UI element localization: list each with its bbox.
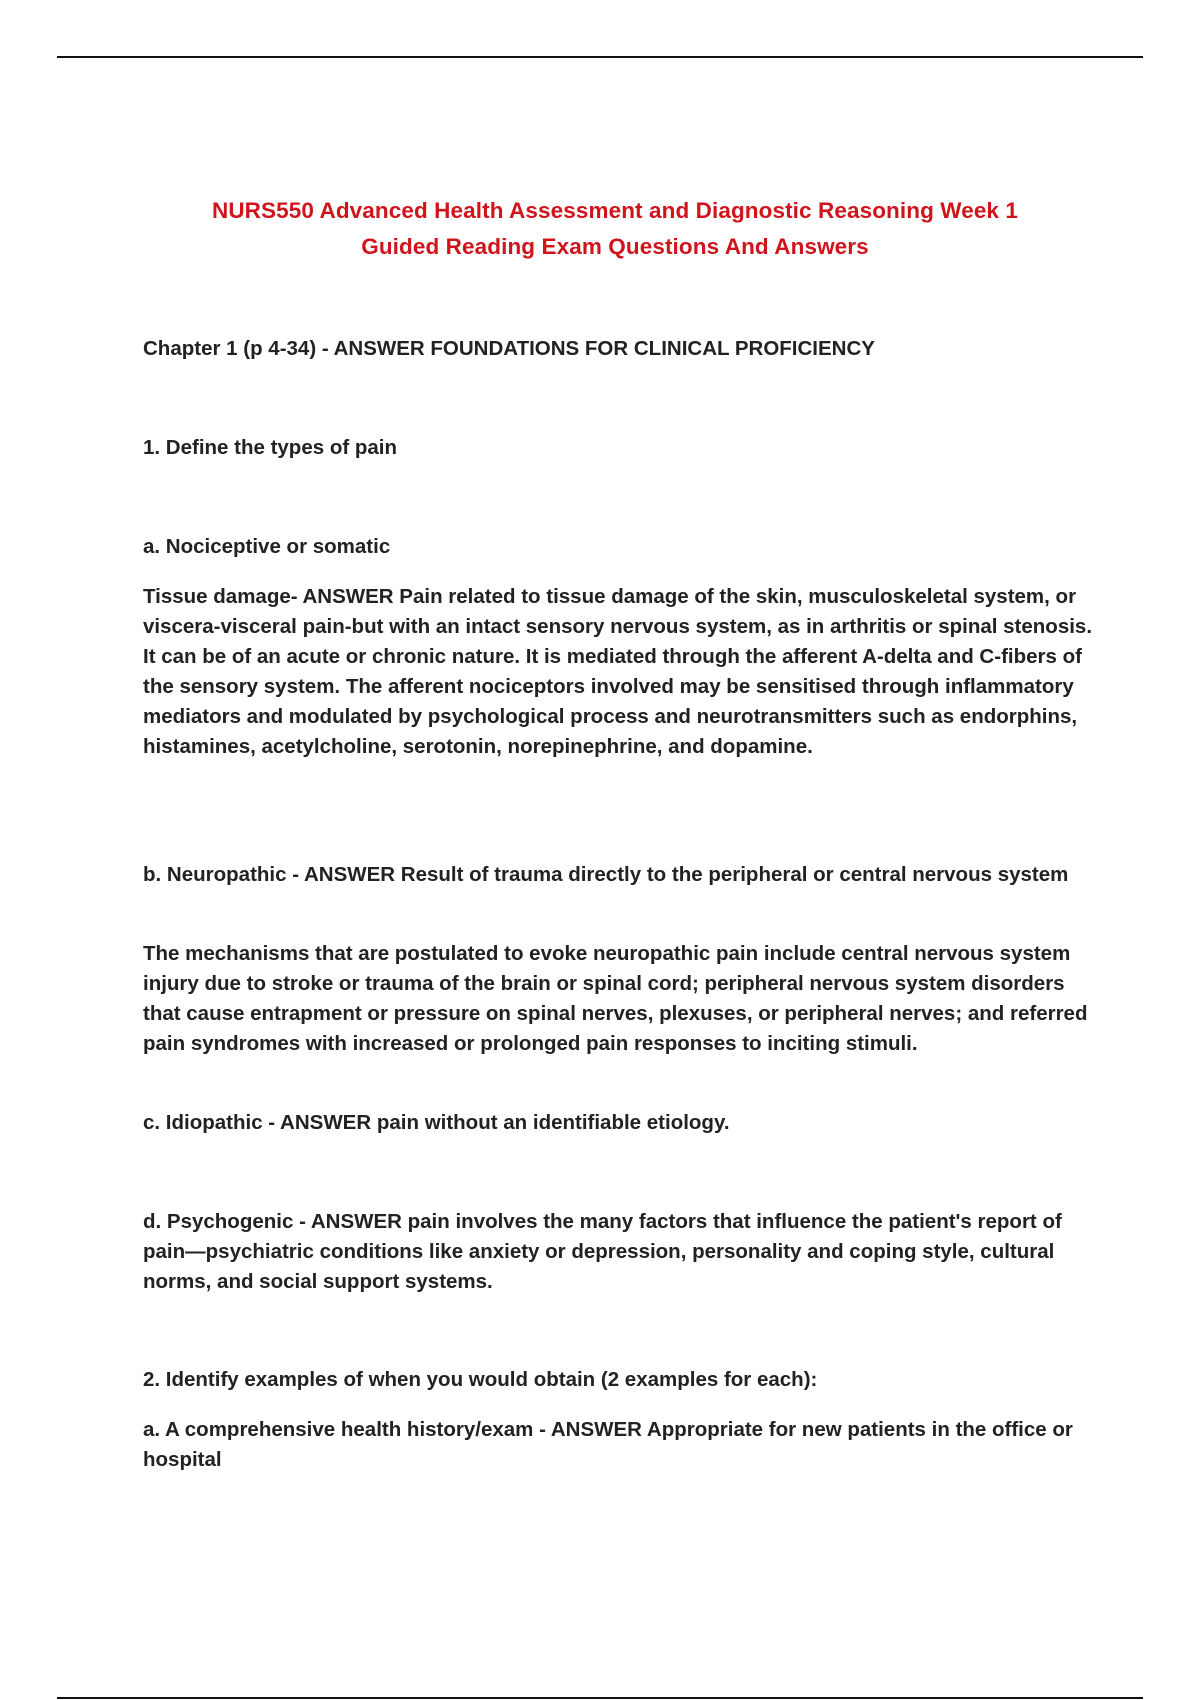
q1-a-answer: Tissue damage- ANSWER Pain related to tissue damage of the skin, musculoskeletal system, or viscera-visceral pain-but with an intact sensory nervous system, as in arthritis or spinal stenosis. It can be of an acute or chronic nature. It is mediated through the afferent A-delta and C-fibers of the sensory system. The afferent nociceptors involved may be sensitised through inflammatory mediators and modulated by psychological process and neurotransmitters such as endorphins, histamines, acetylcholine, serotonin, norepinephrine, and dopamine. [143, 585, 1093, 758]
title-line-1: NURS550 Advanced Health Assessment and Diagnostic Reasoning Week 1 [211, 198, 1019, 223]
question-1: 1. Define the types of pain [143, 436, 398, 459]
question-2: 2. Identify examples of when you would obtain (2 examples for each): [143, 1368, 818, 1391]
q1-d-answer: d. Psychogenic - ANSWER pain involves the many factors that influence the patient's report of pain—psychiatric conditions like anxiety or depression, personality and coping style, cultural norms, and social support systems. [143, 1210, 1062, 1293]
chapter-heading: Chapter 1 (p 4-34) - ANSWER FOUNDATIONS FOR CLINICAL PROFICIENCY [143, 337, 875, 360]
top-rule [57, 56, 1143, 58]
bottom-rule [57, 1697, 1143, 1699]
q1-a-label: a. Nociceptive or somatic [143, 535, 391, 558]
q1-b-detail: The mechanisms that are postulated to evoke neuropathic pain include central nervous system injury due to stroke or trauma of the brain or spinal cord; peripheral nervous system disorders that cause entrapment or pressure on spinal nerves, plexuses, or peripheral nerves; and referred pain syndromes with increased or prolonged pain responses to inciting stimuli. [143, 942, 1088, 1055]
q1-c-answer: c. Idiopathic - ANSWER pain without an identifiable etiology. [143, 1111, 730, 1134]
q1-b-answer: b. Neuropathic - ANSWER Result of trauma directly to the peripheral or central nervous system [143, 863, 1069, 886]
document-title [140, 193, 1090, 265]
title-line-2: Guided Reading Exam Questions And Answers [361, 234, 869, 259]
q2-a-answer: a. A comprehensive health history/exam - ANSWER Appropriate for new patients in the office or hospital [143, 1418, 1073, 1471]
